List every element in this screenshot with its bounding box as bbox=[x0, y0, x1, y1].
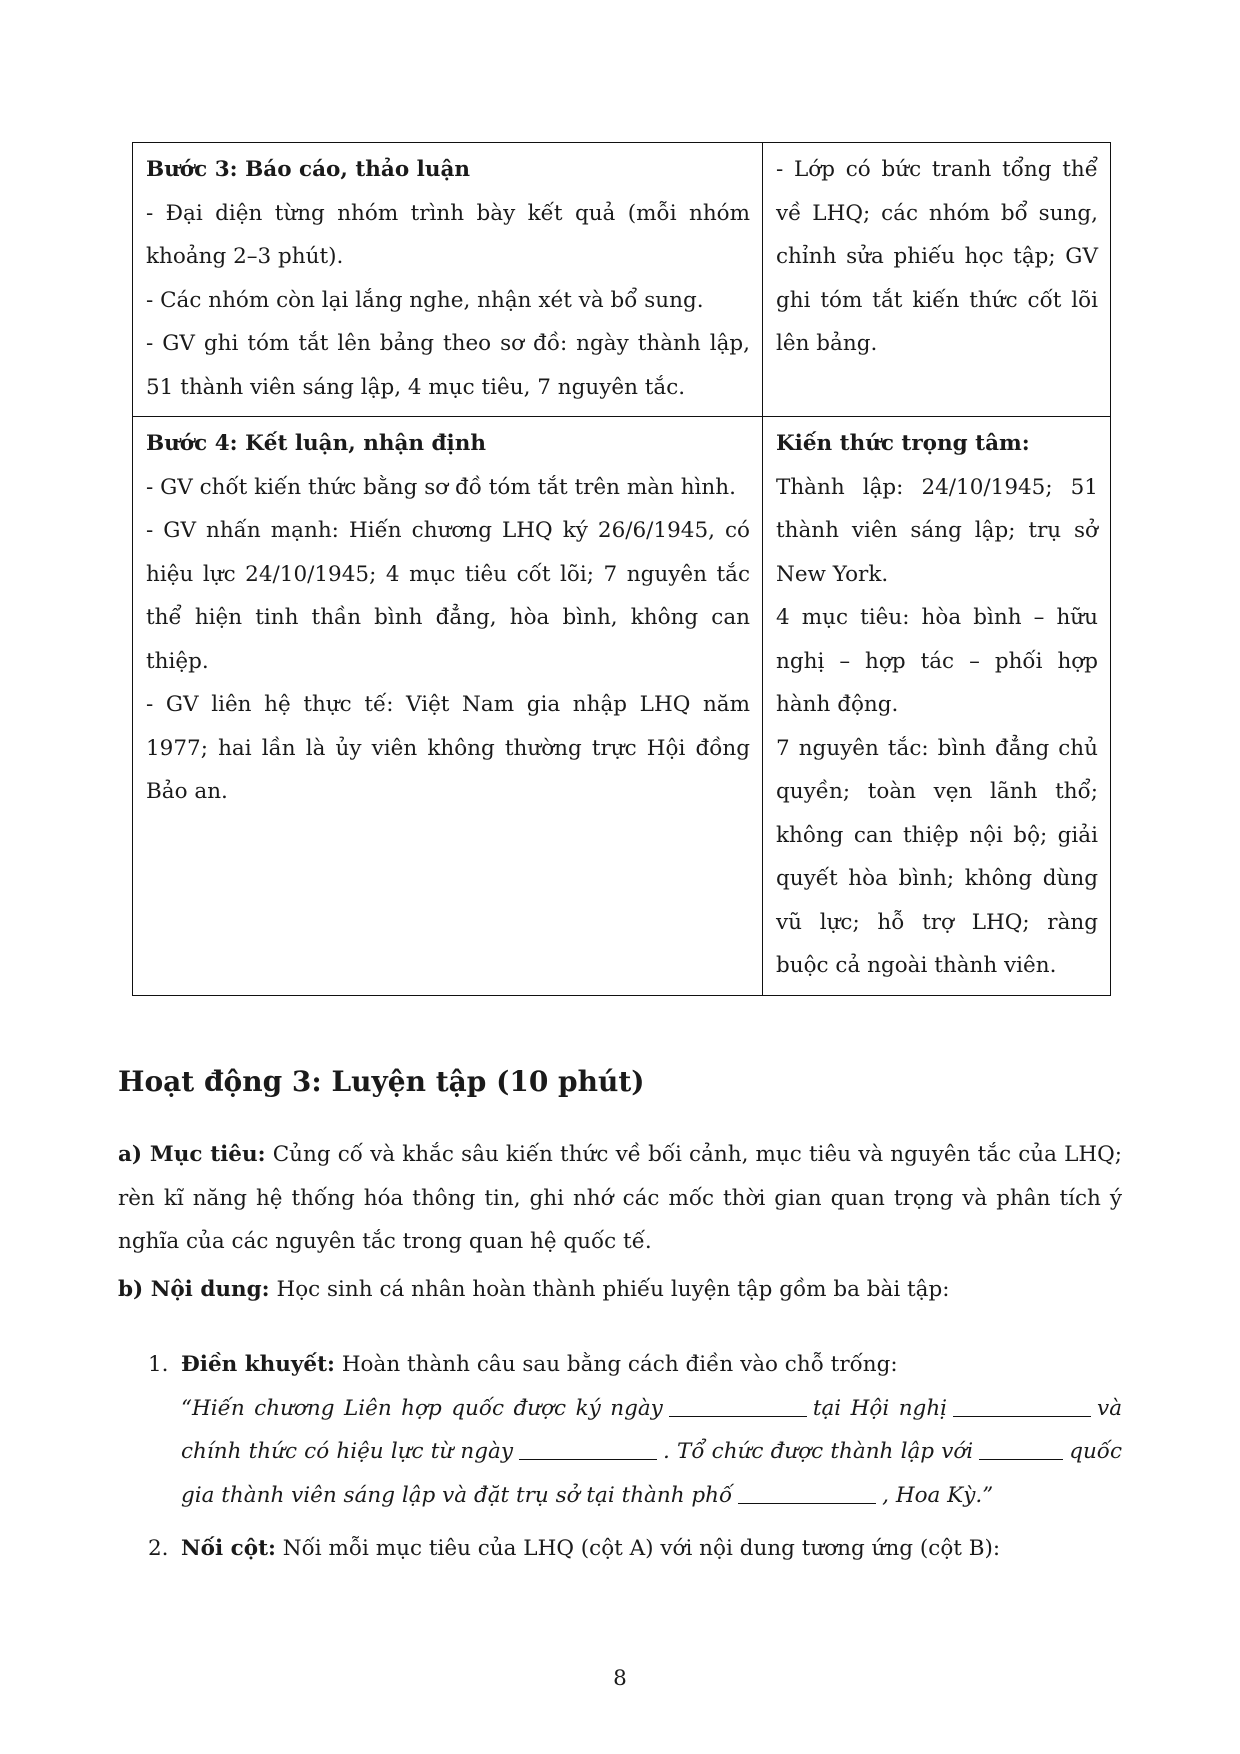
quote-part: tại Hội nghị bbox=[812, 1395, 948, 1421]
exercise-instruction: Nối mỗi mục tiêu của LHQ (cột A) với nội dung tương ứng (cột B): bbox=[282, 1536, 1001, 1561]
step-3-activity-cell bbox=[133, 143, 763, 417]
step-4-activity-cell bbox=[133, 417, 763, 996]
blank-conference[interactable] bbox=[953, 1394, 1091, 1417]
quote-part: , Hoa Kỳ.” bbox=[882, 1482, 994, 1508]
step-4-key-knowledge-cell bbox=[763, 417, 1111, 996]
key-knowledge-heading: Kiến thức trọng tâm: bbox=[776, 431, 1030, 456]
step-3-result-text: - Lớp có bức tranh tổng thể về LHQ; các nhóm bổ sung, chỉnh sửa phiếu học tập; GV ghi tóm tắt kiến thức cốt lõi lên bảng. bbox=[776, 157, 1098, 356]
quote-part: quốc gia thành viên sáng lập và đặt trụ sở tại thành phố bbox=[181, 1439, 1122, 1508]
content-text: Học sinh cá nhân hoàn thành phiếu luyện tập gồm ba bài tập: bbox=[276, 1277, 950, 1302]
exercise-instruction: Hoàn thành câu sau bằng cách điền vào chỗ trống: bbox=[341, 1352, 898, 1377]
section-title: Hoạt động 3: Luyện tập (10 phút) bbox=[118, 1065, 645, 1098]
quote-part: và chính thức có hiệu lực từ ngày bbox=[181, 1395, 1123, 1464]
table-row-step-3 bbox=[133, 143, 1111, 417]
blank-member-count[interactable] bbox=[979, 1438, 1063, 1461]
exercise-label: Điền khuyết: bbox=[181, 1352, 335, 1377]
step-3-result-cell bbox=[763, 143, 1111, 417]
key-knowledge-principles: 7 nguyên tắc: bình đẳng chủ quyền; toàn vẹn lãnh thổ; không can thiệp nội bộ; giải quyết hòa bình; không dùng vũ lực; hỗ trợ LHQ; ràng buộc cả ngoài thành viên. bbox=[776, 735, 1098, 978]
step-4-line-1: - GV chốt kiến thức bằng sơ đồ tóm tắt trên màn hình. bbox=[146, 474, 736, 500]
step-3-line-3: - GV ghi tóm tắt lên bảng theo sơ đồ: ngày thành lập, 51 thành viên sáng lập, 4 mục tiêu, 7 nguyên tắc. bbox=[146, 331, 750, 400]
page-number: 8 bbox=[613, 1666, 627, 1691]
goal-text: Củng cố và khắc sâu kiến thức về bối cảnh, mục tiêu và nguyên tắc của LHQ; rèn kĩ năng hệ thống hóa thông tin, ghi nhớ các mốc thời gian quan trọng và phân tích ý nghĩa của các nguyên tắc trong quan hệ quốc tế. bbox=[118, 1142, 1122, 1254]
exercise-matching bbox=[118, 1527, 1122, 1571]
exercise-list bbox=[118, 1343, 1122, 1581]
step-4-heading: Bước 4: Kết luận, nhận định bbox=[146, 431, 486, 456]
step-3-line-1: - Đại diện từng nhóm trình bày kết quả (mỗi nhóm khoảng 2–3 phút). bbox=[146, 200, 750, 269]
content-paragraph bbox=[118, 1268, 1122, 1312]
goal-paragraph bbox=[118, 1133, 1122, 1264]
fill-in-sentence bbox=[181, 1387, 1122, 1518]
content-label: b) Nội dung: bbox=[118, 1277, 270, 1302]
blank-effective-date[interactable] bbox=[519, 1438, 657, 1461]
quote-part: . Tổ chức được thành lập với bbox=[663, 1439, 974, 1464]
step-3-line-2: - Các nhóm còn lại lắng nghe, nhận xét và bổ sung. bbox=[146, 287, 704, 313]
exercise-label: Nối cột: bbox=[181, 1536, 276, 1561]
quote-part: “Hiến chương Liên hợp quốc được ký ngày bbox=[181, 1395, 663, 1421]
step-4-line-3: - GV liên hệ thực tế: Việt Nam gia nhập LHQ năm 1977; hai lần là ủy viên không thường trực Hội đồng Bảo an. bbox=[146, 692, 750, 804]
blank-signing-date[interactable] bbox=[669, 1394, 807, 1417]
exercise-number: 1. bbox=[148, 1352, 169, 1377]
key-knowledge-founding: Thành lập: 24/10/1945; 51 thành viên sáng lập; trụ sở New York. bbox=[776, 474, 1098, 587]
key-knowledge-goals: 4 mục tiêu: hòa bình – hữu nghị – hợp tác – phối hợp hành động. bbox=[776, 605, 1098, 717]
exercise-number: 2. bbox=[148, 1536, 169, 1561]
table-row-step-4 bbox=[133, 417, 1111, 996]
blank-city[interactable] bbox=[738, 1481, 876, 1504]
step-3-heading: Bước 3: Báo cáo, thảo luận bbox=[146, 157, 471, 182]
exercise-fill-in bbox=[118, 1343, 1122, 1517]
step-4-line-2: - GV nhấn mạnh: Hiến chương LHQ ký 26/6/1945, có hiệu lực 24/10/1945; 4 mục tiêu cốt lõi; 7 nguyên tắc thể hiện tinh thần bình đẳng, hòa bình, không can thiệp. bbox=[146, 518, 750, 674]
goal-label: a) Mục tiêu: bbox=[118, 1142, 266, 1167]
activity-steps-table bbox=[132, 142, 1111, 996]
